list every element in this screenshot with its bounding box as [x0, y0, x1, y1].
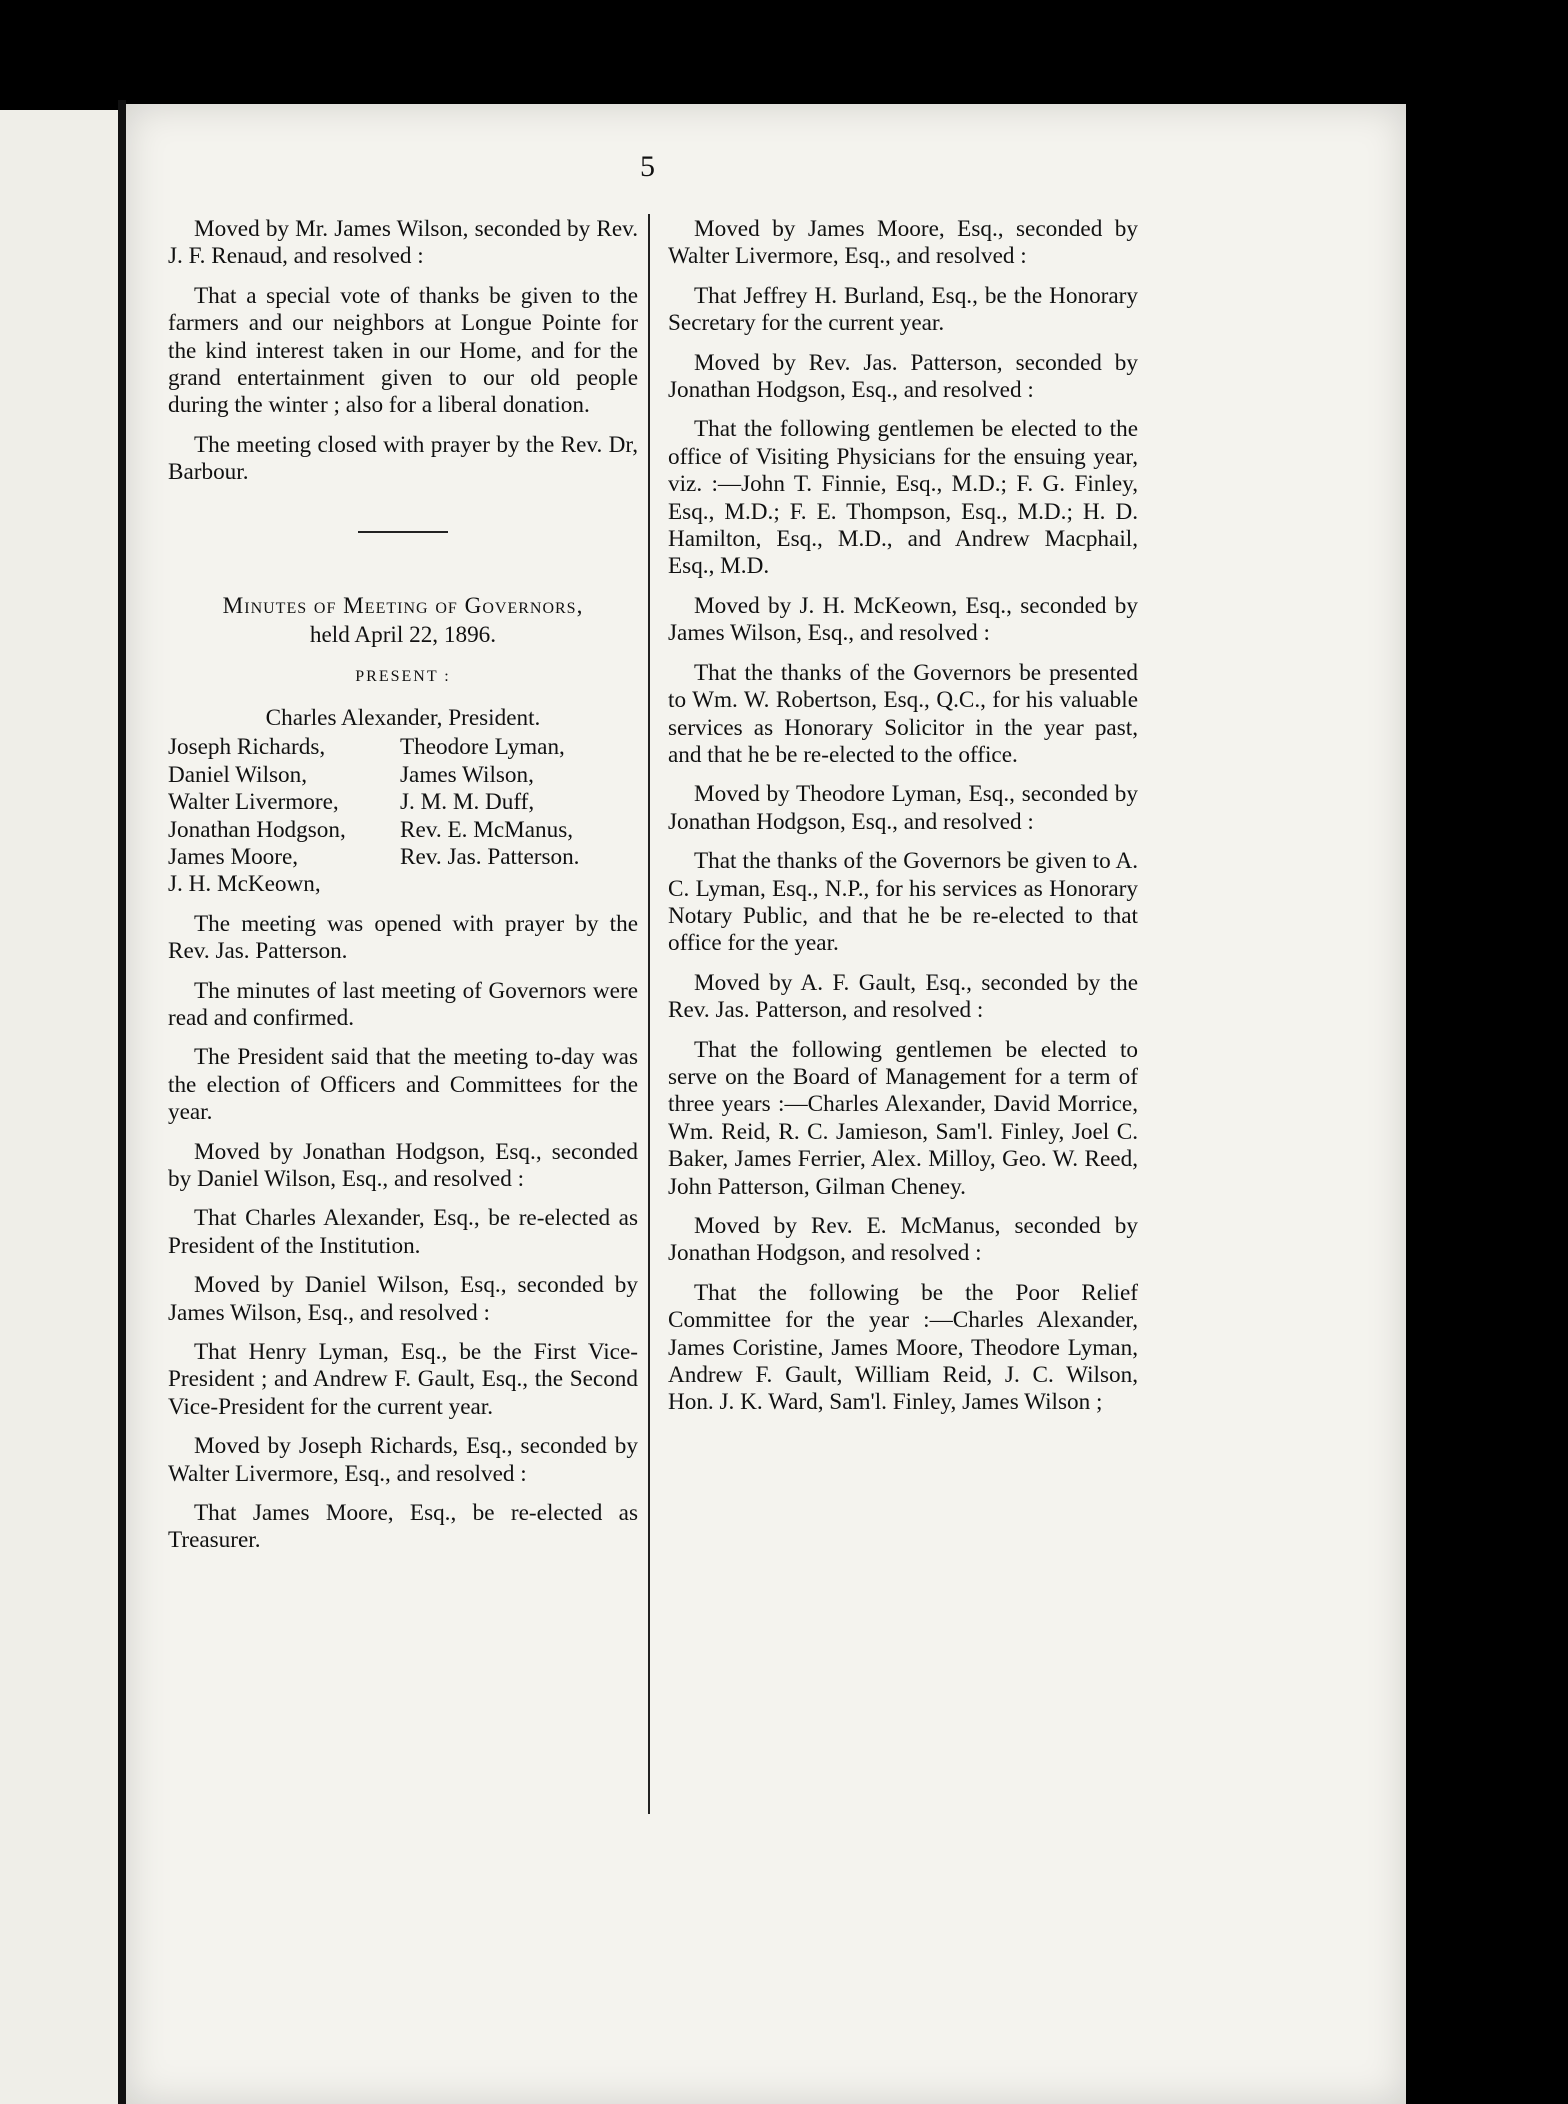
member-name: J. M. M. Duff,	[400, 789, 535, 816]
paragraph: Moved by Joseph Richards, Esq., seconded by Walter Livermore, Esq., and resolved :	[168, 1433, 638, 1487]
member-name: J. H. McKeown,	[168, 871, 321, 898]
book-spine	[118, 100, 126, 2104]
paragraph: That James Moore, Esq., be re-elected as Treasurer.	[168, 1500, 638, 1554]
paragraph: The meeting was opened with prayer by the Rev. Jas. Patterson.	[168, 910, 638, 965]
paragraph: That the thanks of the Governors be presented to Wm. W. Robertson, Esq., Q.C., for his valuable services as Honorary Solicitor in the year past, and that he be re-elected to the office.	[668, 659, 1138, 768]
members-list	[168, 734, 638, 898]
paragraph: That the following be the Poor Relief Committee for the year :—Charles Alexander, James Coristine, James Moore, Theodore Lyman, Andrew F. Gault, William Reid, J. C. Wilson, Hon. J. K. Ward, Sam'l. Finley, James Wilson ;	[668, 1279, 1138, 1416]
president-line: Charles Alexander, President.	[265, 704, 541, 731]
member-name: Walter Livermore,	[168, 789, 339, 816]
right-column	[668, 216, 1138, 1429]
member-name: Theodore Lyman,	[400, 734, 565, 761]
paragraph: That the thanks of the Governors be given to A. C. Lyman, Esq., N.P., for his services as Honorary Notary Public, and that he be re-elected to that office for the year.	[668, 848, 1138, 957]
paragraph: Moved by Rev. Jas. Patterson, seconded by Jonathan Hodgson, Esq., and resolved :	[668, 349, 1138, 404]
facing-page-edge	[0, 110, 118, 2104]
member-name: James Moore,	[168, 843, 299, 870]
column-divider	[648, 214, 650, 1814]
paragraph: The meeting closed with prayer by the Rev. Dr, Barbour.	[168, 431, 638, 486]
paragraph: Moved by Rev. E. McManus, seconded by Jonathan Hodgson, and resolved :	[668, 1213, 1138, 1267]
paragraph: Moved by Daniel Wilson, Esq., seconded by James Wilson, Esq., and resolved :	[168, 1272, 638, 1326]
paragraph: Moved by Theodore Lyman, Esq., seconded by Jonathan Hodgson, Esq., and resolved :	[668, 781, 1138, 835]
paragraph: That the following gentlemen be elected to the office of Visiting Physicians for the ensuing year, viz. :—John T. Finnie, Esq., M.D.; F. G. Finley, Esq., M.D.; F. E. Thompson, Esq., M.D.; H. D. Hamilton, Esq., M.D., and Andrew Macphail, Esq., M.D.	[668, 416, 1138, 580]
member-name	[400, 871, 638, 898]
member-name: Rev. E. McManus,	[400, 816, 574, 843]
paragraph: Moved by J. H. McKeown, Esq., seconded by James Wilson, Esq., and resolved :	[668, 592, 1138, 647]
paragraph: That Henry Lyman, Esq., be the First Vice-President ; and Andrew F. Gault, Esq., the Second Vice-President for the current year.	[168, 1339, 638, 1420]
member-name: Joseph Richards,	[168, 734, 326, 761]
minutes-date: held April 22, 1896.	[309, 622, 497, 649]
member-name: Daniel Wilson,	[168, 761, 308, 788]
paragraph: Moved by A. F. Gault, Esq., seconded by the Rev. Jas. Patterson, and resolved :	[668, 969, 1138, 1024]
paragraph: Moved by Mr. James Wilson, seconded by Rev. J. F. Renaud, and resolved :	[168, 216, 638, 270]
paragraph: The minutes of last meeting of Governors were read and confirmed.	[168, 977, 638, 1031]
member-name: Rev. Jas. Patterson.	[400, 843, 580, 870]
page-number: 5	[640, 150, 655, 183]
paragraph: Moved by James Moore, Esq., seconded by Walter Livermore, Esq., and resolved :	[668, 216, 1138, 270]
paragraph: Moved by Jonathan Hodgson, Esq., seconded by Daniel Wilson, Esq., and resolved :	[168, 1138, 638, 1192]
paragraph: The President said that the meeting to-day was the election of Officers and Committees for the year.	[168, 1044, 638, 1126]
minutes-heading: Minutes of Meeting of Governors,	[222, 592, 584, 619]
member-name: James Wilson,	[400, 761, 534, 788]
section-divider	[358, 531, 448, 533]
paragraph: That Charles Alexander, Esq., be re-elected as President of the Institution.	[168, 1205, 638, 1259]
paragraph: That Jeffrey H. Burland, Esq., be the Honorary Secretary for the current year.	[668, 282, 1138, 337]
paragraph: That the following gentlemen be elected to serve on the Board of Management for a term of three years :—Charles Alexander, David Morrice, Wm. Reid, R. C. Jamieson, Sam'l. Finley, Joel C. Baker, James Ferrier, Alex. Milloy, Geo. W. Reed, John Patterson, Gilman Cheney.	[668, 1036, 1138, 1200]
paragraph: That a special vote of thanks be given to the farmers and our neighbors at Longue Pointe for the kind interest taken in our Home, and for the grand entertainment given to our old people during the winter ; also for a liberal donation.	[168, 282, 638, 419]
present-label: PRESENT :	[355, 668, 451, 686]
member-name: Jonathan Hodgson,	[168, 816, 346, 843]
left-column	[168, 216, 638, 1567]
